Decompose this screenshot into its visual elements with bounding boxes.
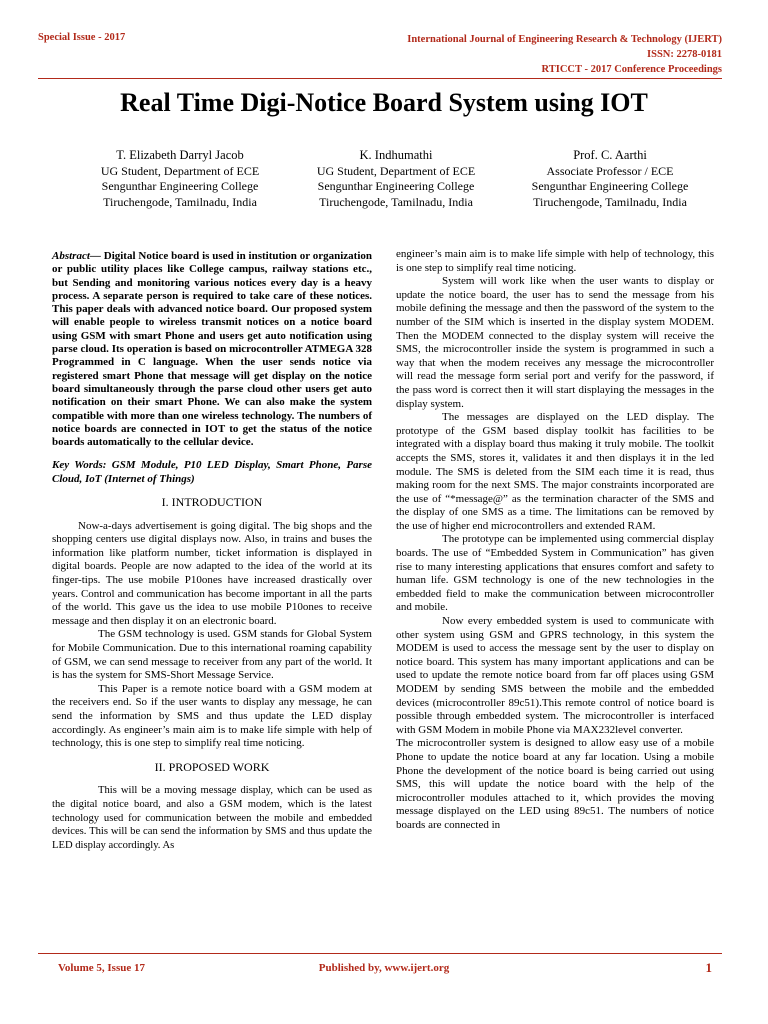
right-paragraph-2: System will work like when the user wants to display or update the notice board, the user has to send the message from his mobile defining the message and then the password of the system to the number of the SIM which is inserted in the display system MODEM. Then the MODEM connected to the display system will receive the SMS, the microcontroller inside the system is programmed in such a way that when the modem receives any message the microcontroller will read the message form serial port and verify for the password, if the pass word is correct then it will start displaying the messages in the display system. (396, 275, 714, 410)
proposed-paragraph-1: This will be a moving message display, which can be used as the digital notice board, and also a GSM modem, which is the latest technology used for communication between the mobile and embedded devices. This will be can send the information by SMS and thus update the LED display accordingly. As (52, 785, 372, 851)
right-paragraph-5: Now every embedded system is used to communicate with other system using GSM and GPRS technology, in this system the MODEM is used to access the message sent by the user to display on notice board. This system has many important applications and can be used to update the remote notice board from far off places using GSM MODEM by sending SMS between the mobile and the embedded devices (microcontroller 89c51).This remote control of notice board is possible through embedded system. The microcontroller is interfaced with GSM Modem in mobile Phone via MAX232level converter. (396, 615, 714, 736)
conference-proceedings: RTICCT - 2017 Conference Proceedings (541, 64, 722, 75)
paper-title: Real Time Digi-Notice Board System using IOT (120, 88, 648, 117)
intro-paragraph-1: Now-a-days advertisement is going digital. The big shops and the shopping centers use digital displays now. Also, in trains and buses the information like platform number, ticket information is displayed in digital boards. People are now adapted to the idea of the world at its finger-tips. The use mobile P10ones have increased drastically over years. Control and communication has become important in all the parts of the world. This gave us the idea to use mobile P10ones to receive message and then display it on an electronic board. (52, 519, 372, 627)
author-name: K. Indhumathi (359, 148, 433, 162)
section-heading-introduction: I. INTRODUCTION (161, 495, 263, 510)
page-number: 1 (705, 960, 712, 975)
author-block-3 (510, 148, 710, 210)
author-block-2 (298, 148, 494, 210)
author-place: Tiruchengode, Tamilnadu, India (533, 194, 687, 209)
header-journal-info (407, 32, 722, 77)
header-rule (38, 78, 722, 79)
footer-volume: Volume 5, Issue 17 (58, 962, 145, 974)
author-role: UG Student, Department of ECE (316, 163, 476, 178)
author-place: Tiruchengode, Tamilnadu, India (319, 194, 473, 209)
journal-name: International Journal of Engineering Research & Technology (IJERT) (407, 34, 722, 45)
author-place: Tiruchengode, Tamilnadu, India (103, 194, 257, 209)
right-column (396, 248, 714, 833)
abstract (52, 250, 372, 449)
right-paragraph-1: engineer’s main aim is to make life simple with help of technology, this is one step to simplify real time noticing. (396, 248, 714, 274)
abstract-text: Digital Notice board is used in institution or organization or public utility places like College campus, railway stations etc., but Sending and monitoring various notices every day is a heavy process. A separate person is required to take care of these notices. This paper deals with advanced notice board. Our proposed system will enable people to wireless transmit notices on a notice board using GSM with smart Phone and users get auto notification using parse cloud. Its operation is based on microcontroller ATMEGA 328 Programmed in C language. When the user sends notice via registered smart Phone that message will get display on the notice board simultaneously through the parse cloud other users get auto notification on their smart Phone. We can also make the system compatible with more than one wireless technology. The numbers of notice boards are connected in IOT to get the status of the notice boards automatically to the cellular device. (52, 250, 372, 449)
author-college: Sengunthar Engineering College (101, 179, 259, 193)
author-name: T. Elizabeth Darryl Jacob (116, 148, 244, 162)
author-role: Associate Professor / ECE (546, 163, 674, 178)
footer-rule (38, 953, 722, 954)
left-column (52, 250, 372, 852)
footer-publisher-link[interactable]: Published by, www.ijert.org (318, 962, 450, 974)
author-college: Sengunthar Engineering College (531, 179, 689, 193)
intro-paragraph-2: The GSM technology is used. GSM stands for Global System for Mobile Communication. Due to this international roaming capability of GSM, we can send message to receiver from any part of the world. It is has the system for SMS-Short Message Service. (52, 628, 372, 682)
author-college: Sengunthar Engineering College (317, 179, 475, 193)
intro-paragraph-3: This Paper is a remote notice board with a GSM modem at the receivers end. So if the user wants to display any message, he can send the information by SMS and thus update the LED display accordingly. As engineer’s main aim is to make life simple with help of technology, this is one step to simplify real time noticing. (52, 682, 372, 750)
header-special-issue: Special Issue - 2017 (38, 32, 126, 43)
author-role: UG Student, Department of ECE (100, 163, 260, 178)
keywords: Key Words: GSM Module, P10 LED Display, Smart Phone, Parse Cloud, IoT (Internet of Things) (52, 459, 372, 485)
issn: ISSN: 2278-0181 (647, 49, 722, 60)
right-paragraph-3: The messages are displayed on the LED display. The prototype of the GSM based display toolkit has facilities to be integrated with a display board thus making it truly mobile. The toolkit accepts the SMS, stores it, validates it and then displays it in the led module. The SMS is deleted from the SIM each time it is read, thus making room for the next SMS. The major constraints incorporated are the use of “*message@” as the termination character of the SMS and the display of one SMS as a time. The limitations can be removed by the use of higher end microcontrollers and extended RAM. (396, 411, 714, 532)
right-paragraph-6: The microcontroller system is designed to allow easy use of a mobile Phone to update the notice board at any far location. Using a mobile Phone the development of the notice board is being carried out using SMS, this will update the notice board with the help of the microcontroller modules attached to it, which provides the moving message displayed on the LED using 89c51. The numbers of notice boards are connected in (396, 737, 714, 831)
author-name: Prof. C. Aarthi (573, 148, 647, 162)
right-paragraph-4: The prototype can be implemented using commercial display boards. The use of “Embedded System in Communication” has given rise to many interesting applications that ensures comfort and safety to human life. GSM technology is one of the new technologies in the embedded field to make the communication between microcontroller and mobile. (396, 533, 714, 614)
section-heading-proposed-work: II. PROPOSED WORK (154, 759, 270, 774)
author-block-1 (82, 148, 278, 210)
abstract-label: Abstract— (52, 250, 101, 262)
